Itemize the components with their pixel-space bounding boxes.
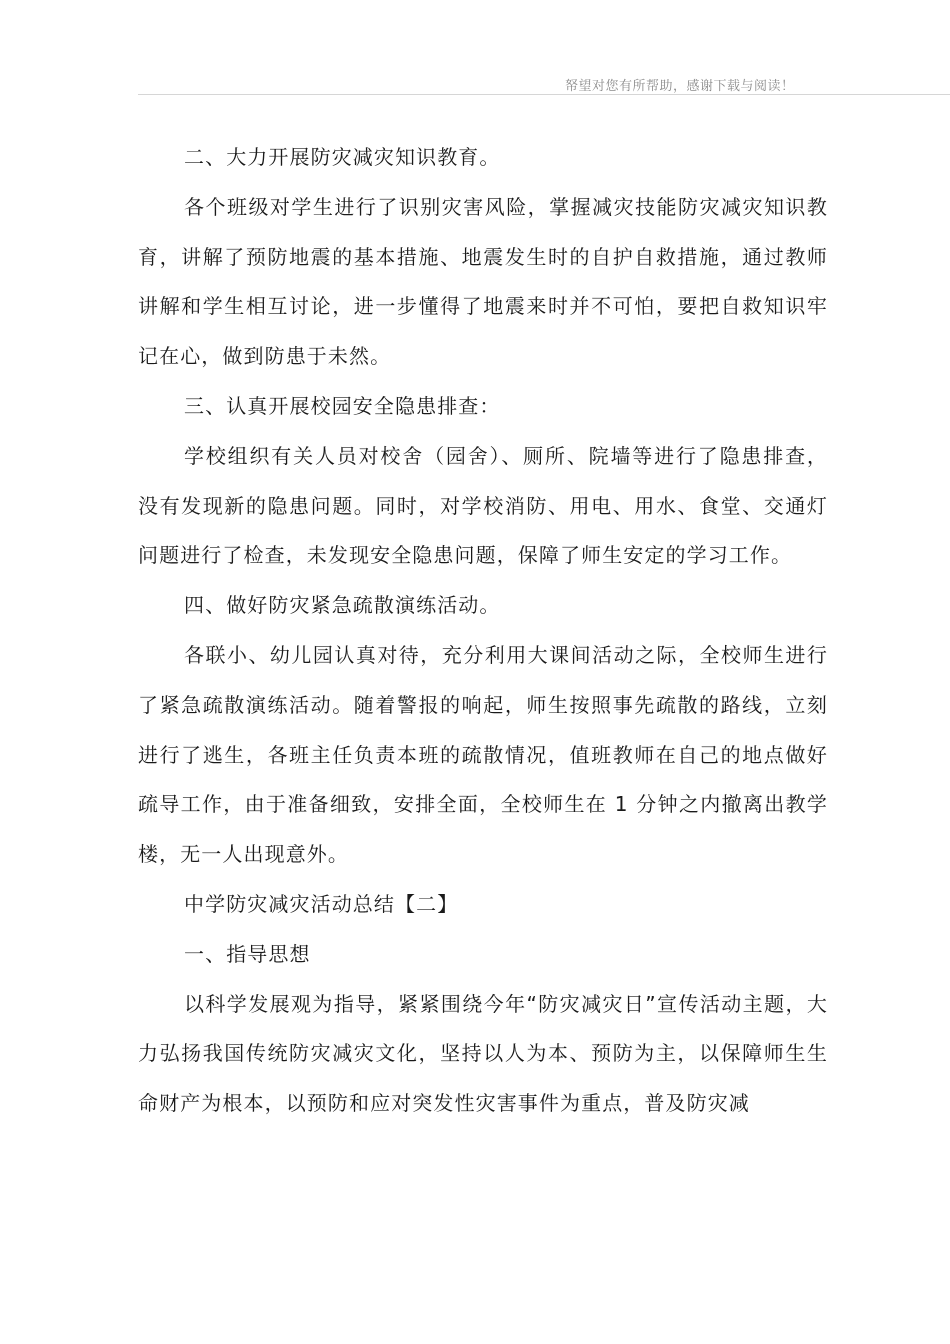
paragraph-drill: 各联小、幼儿园认真对待，充分利用大课间活动之际，全校师生进行了紧急疏散演练活动。随着警报的响起，师生按照事先疏散的路线，立刻进行了逃生，各班主任负责本班的疏散情况，值班教师在自己的地点做好疏导工作，由于准备细致，安排全面，全校师生在 1 分钟之内撤离出教学楼，无一人出现意外。 [138,642,828,867]
section-heading-4: 四、做好防灾紧急疏散演练活动。 [184,593,501,618]
paragraph-guiding-thought: 以科学发展观为指导，紧紧围绕今年“防灾减灾日”宣传活动主题，大力弘扬我国传统防灾减灾文化，坚持以人为本、预防为主，以保障师生生命财产为根本，以预防和应对突发性灾害事件为重点，普及防灾减 [138,991,828,1116]
summary-title-2: 中学防灾减灾活动总结【二】 [184,891,459,916]
header-rule [138,94,950,95]
document-body [138,133,828,1129]
section-heading-2: 二、大力开展防灾减灾知识教育。 [184,145,501,169]
paragraph-inspection: 学校组织有关人员对校舍（园舍）、厕所、院墙等进行了隐患排查，没有发现新的隐患问题。同时，对学校消防、用电、用水、食堂、交通灯问题进行了检查，未发现安全隐患问题，保障了师生安定的学习工作。 [138,443,828,568]
paragraph-education: 各个班级对学生进行了识别灾害风险，掌握减灾技能防灾减灾知识教育，讲解了预防地震的基本措施、地震发生时的自护自救措施，通过教师讲解和学生相互讨论，进一步懂得了地震来时并不可怕，要把自救知识牢记在心，做到防患于未然。 [138,194,828,369]
section-heading-guiding-thought: 一、指导思想 [184,941,311,966]
header-note: 帑望对您有所帮助，感谢下载与阅读！ [565,79,795,94]
section-heading-3: 三、认真开展校园安全隐患排查： [184,393,501,418]
